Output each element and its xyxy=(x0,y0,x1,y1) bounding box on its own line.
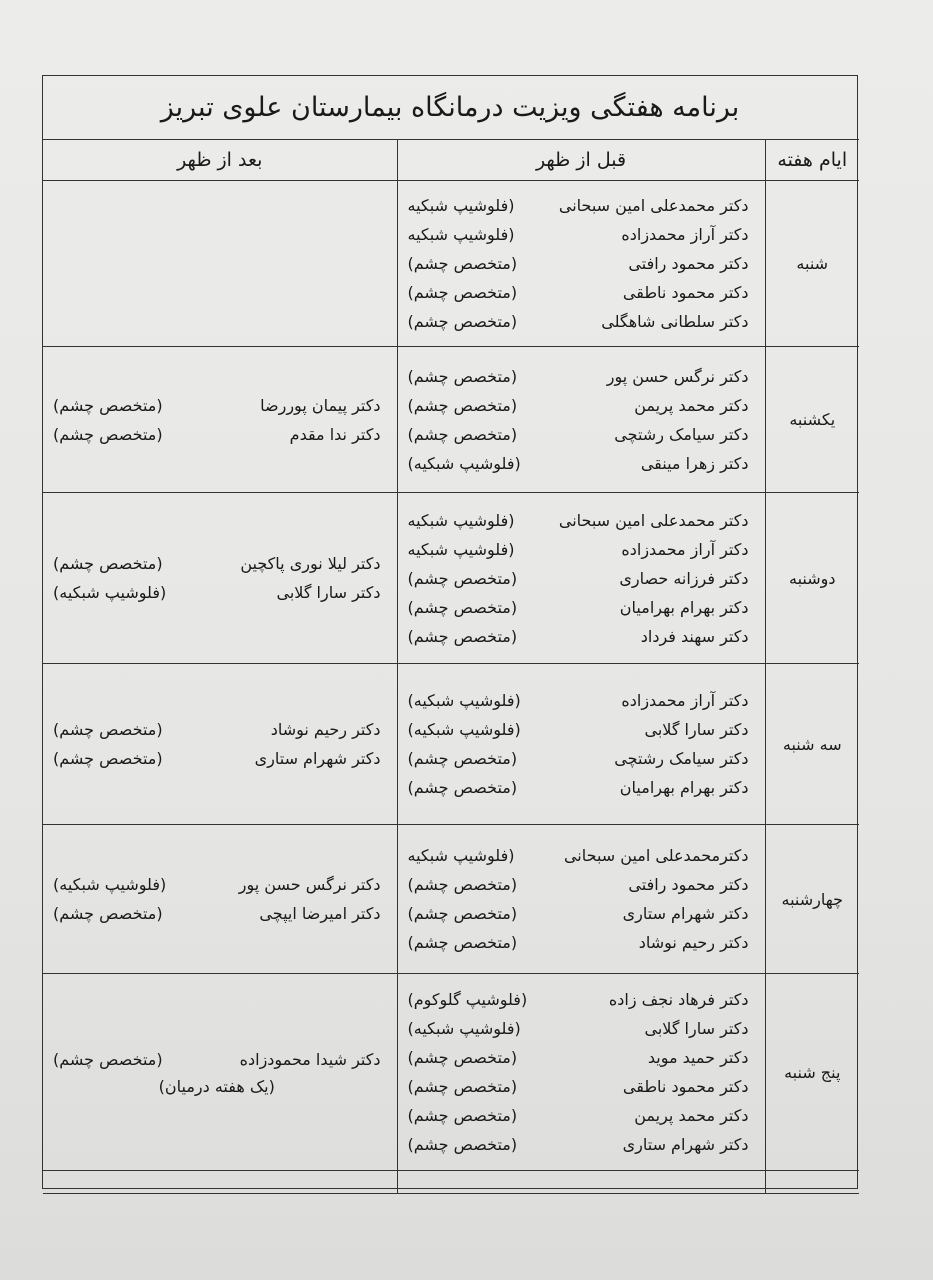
doctor-entry xyxy=(408,307,749,336)
header-row xyxy=(43,140,859,181)
doctor-entry xyxy=(408,420,749,449)
doctor-specialty: (فلوشیپ شبکیه) xyxy=(407,720,521,739)
doctor-specialty: (متخصص چشم) xyxy=(407,875,518,894)
doctor-name: دکتر شهرام ستاری xyxy=(622,904,749,923)
doctor-specialty: (فلوشیپ شبکیه xyxy=(407,539,515,559)
doctor-entry xyxy=(408,1101,749,1130)
doctor-name: دکتر آراز محمدزاده xyxy=(621,691,749,710)
morning-cell xyxy=(397,664,765,825)
doctor-entry xyxy=(408,564,749,593)
doctor-entry xyxy=(53,899,381,928)
doctor-specialty: (متخصص چشم) xyxy=(407,1048,518,1067)
doctor-entry xyxy=(408,686,749,715)
afternoon-cell xyxy=(43,664,397,825)
doctor-specialty: (فلوشیپ شبکیه xyxy=(407,225,515,244)
afternoon-cell xyxy=(43,974,397,1171)
doctor-entry xyxy=(408,535,749,564)
doctor-name: دکتر سارا گلابی xyxy=(644,720,749,739)
doctor-name: دکتر فرزانه حصاری xyxy=(619,568,749,588)
doctor-specialty: (متخصص چشم) xyxy=(53,424,163,444)
table-row xyxy=(43,347,859,493)
doctor-specialty: (متخصص چشم) xyxy=(407,395,518,415)
doctor-name: دکتر محمود رافتی xyxy=(628,254,749,273)
doctor-specialty: (متخصص چشم) xyxy=(407,933,518,952)
doctor-name: دکتر سارا گلابی xyxy=(276,583,381,602)
doctor-entry xyxy=(408,715,749,744)
doctor-specialty: (متخصص چشم) xyxy=(407,597,518,617)
doctor-name: دکتر آراز محمدزاده xyxy=(621,225,749,244)
doctor-specialty: (متخصص چشم) xyxy=(407,283,518,302)
day-cell: سه شنبه xyxy=(765,664,859,825)
doctor-entry xyxy=(408,870,749,899)
doctor-entry xyxy=(408,622,749,651)
doctor-specialty: (متخصص چشم) xyxy=(53,554,163,573)
doctor-name: دکتر بهرام بهرامیان xyxy=(619,778,749,797)
doctor-name: دکتر محمد پریمن xyxy=(634,1106,749,1125)
empty-row xyxy=(43,1171,859,1194)
doctor-name: دکتر سیامک رشتچی xyxy=(614,749,749,768)
doctor-specialty: (متخصص چشم) xyxy=(407,568,518,588)
doctor-specialty: (فلوشیپ شبکیه xyxy=(407,510,515,530)
empty-cell xyxy=(43,1171,397,1194)
page-title: برنامه هفتگی ویزیت درمانگاه بیمارستان علوی تبریز xyxy=(43,76,857,140)
doctor-name: دکتر شیدا محمودزاده xyxy=(239,1049,381,1069)
doctor-name: دکتر محمود ناطقی xyxy=(622,1077,749,1096)
doctor-name: دکتر محمود ناطقی xyxy=(622,283,749,302)
doctor-entry xyxy=(408,220,749,249)
doctor-specialty: (متخصص چشم) xyxy=(407,1135,518,1154)
doctor-entry xyxy=(408,278,749,307)
doctor-name: دکتر پیمان پوررضا xyxy=(260,395,381,415)
doctor-name: دکتر بهرام بهرامیان xyxy=(619,597,749,617)
doctor-entry xyxy=(53,420,381,449)
doctor-specialty: (متخصص چشم) xyxy=(407,312,518,331)
doctor-name: دکتر امیرضا ایپچی xyxy=(259,904,381,923)
doctor-specialty: (متخصص چشم) xyxy=(407,424,518,444)
doctor-specialty: (متخصص چشم) xyxy=(53,720,163,739)
doctor-specialty: (فلوشیپ شبکیه) xyxy=(407,1019,521,1038)
doctor-specialty: (فلوشیپ گلوکوم) xyxy=(407,990,528,1009)
doctor-name: دکتر لیلا نوری پاکچین xyxy=(240,554,381,573)
doctor-entry xyxy=(53,578,381,607)
doctor-entry xyxy=(53,391,381,420)
header-afternoon: بعد از ظهر xyxy=(43,140,397,181)
afternoon-cell xyxy=(43,825,397,974)
table-row xyxy=(43,974,859,1171)
doctor-entry xyxy=(53,715,381,744)
doctor-entry xyxy=(408,841,749,870)
header-morning: قبل از ظهر xyxy=(397,140,765,181)
doctor-specialty: (متخصص چشم) xyxy=(407,366,518,386)
empty-cell xyxy=(397,1171,765,1194)
doctor-specialty: (متخصص چشم) xyxy=(407,626,518,646)
schedule-table xyxy=(43,139,859,1194)
doctor-name: دکتر آراز محمدزاده xyxy=(621,539,749,559)
doctor-entry xyxy=(408,249,749,278)
doctor-specialty: (متخصص چشم) xyxy=(407,904,518,923)
doctor-specialty: (متخصص چشم) xyxy=(53,904,163,923)
doctor-name: دکتر شهرام ستاری xyxy=(622,1135,749,1154)
afternoon-cell xyxy=(43,347,397,493)
day-cell: شنبه xyxy=(765,181,859,347)
day-cell: یکشنبه xyxy=(765,347,859,493)
doctor-specialty: (متخصص چشم) xyxy=(53,395,163,415)
header-day: ایام هفته xyxy=(765,140,859,181)
doctor-name: دکتر حمید موید xyxy=(647,1048,749,1067)
doctor-entry xyxy=(408,593,749,622)
doctor-entry xyxy=(408,191,749,220)
doctor-name: دکتر سیامک رشتچی xyxy=(614,424,749,444)
doctor-name: دکتر زهرا مینقی xyxy=(640,453,749,473)
doctor-specialty: (فلوشیپ شبکیه xyxy=(407,846,515,865)
doctor-specialty: (فلوشیپ شبکیه) xyxy=(53,875,167,894)
doctor-name: دکتر محمد پریمن xyxy=(634,395,749,415)
doctor-entry xyxy=(53,870,381,899)
doctor-name: دکتر سهند فرداد xyxy=(640,626,749,646)
doctor-name: دکتر رحیم نوشاد xyxy=(638,933,749,952)
doctor-specialty: (فلوشیپ شبکیه) xyxy=(407,691,521,710)
doctor-entry xyxy=(408,744,749,773)
doctor-entry xyxy=(53,744,381,773)
doctor-name: دکتر نرگس حسن پور xyxy=(238,875,381,894)
doctor-entry xyxy=(408,506,749,535)
table-row xyxy=(43,493,859,664)
doctor-name: دکتر شهرام ستاری xyxy=(254,749,381,768)
doctor-specialty: (متخصص چشم) xyxy=(53,749,163,768)
doctor-entry xyxy=(53,1045,381,1074)
day-cell: پنج شنبه xyxy=(765,974,859,1171)
day-cell: دوشنبه xyxy=(765,493,859,664)
doctor-entry xyxy=(408,391,749,420)
doctor-specialty: (متخصص چشم) xyxy=(53,1049,163,1069)
alternate-week-note: (یک هفته درمیان) xyxy=(158,1076,275,1096)
doctor-name: دکتر سلطانی شاهگلی xyxy=(601,312,749,331)
doctor-specialty: (فلوشیپ شبکیه xyxy=(407,196,515,215)
morning-cell xyxy=(397,181,765,347)
doctor-entry xyxy=(53,549,381,578)
table-row xyxy=(43,825,859,974)
doctor-entry xyxy=(408,449,749,478)
doctor-entry xyxy=(408,899,749,928)
doctor-name: دکتر ندا مقدم xyxy=(289,424,381,444)
doctor-name: دکتر سارا گلابی xyxy=(644,1019,749,1038)
empty-cell xyxy=(765,1171,859,1194)
doctor-specialty: (متخصص چشم) xyxy=(407,778,518,797)
afternoon-cell xyxy=(43,181,397,347)
doctor-name: دکتر محمدعلی امین سبحانی xyxy=(558,196,749,215)
doctor-name: دکتر رحیم نوشاد xyxy=(270,720,381,739)
morning-cell xyxy=(397,493,765,664)
doctor-entry xyxy=(408,1072,749,1101)
doctor-name: دکتر نرگس حسن پور xyxy=(606,366,749,386)
doctor-entry xyxy=(408,1043,749,1072)
doctor-specialty: (متخصص چشم) xyxy=(407,1106,518,1125)
doctor-specialty: (متخصص چشم) xyxy=(407,749,518,768)
doctor-specialty: (متخصص چشم) xyxy=(407,254,518,273)
doctor-entry xyxy=(408,773,749,802)
doctor-entry xyxy=(408,985,749,1014)
doctor-specialty: (فلوشیپ شبکیه) xyxy=(407,453,521,473)
table-row xyxy=(43,181,859,347)
doctor-name: دکتر محمدعلی امین سبحانی xyxy=(558,510,749,530)
table-row xyxy=(43,664,859,825)
doctor-entry xyxy=(408,928,749,957)
doctor-entry xyxy=(408,1014,749,1043)
morning-cell xyxy=(397,974,765,1171)
doctor-entry xyxy=(408,362,749,391)
doctor-name: دکتر محمود رافتی xyxy=(628,875,749,894)
day-cell: چهارشنبه xyxy=(765,825,859,974)
morning-cell xyxy=(397,347,765,493)
schedule-frame xyxy=(42,75,858,1189)
doctor-entry xyxy=(408,1130,749,1159)
morning-cell xyxy=(397,825,765,974)
doctor-name: دکترمحمدعلی امین سبحانی xyxy=(563,846,749,865)
doctor-specialty: (متخصص چشم) xyxy=(407,1077,518,1096)
doctor-name: دکتر فرهاد نجف زاده xyxy=(608,990,749,1009)
afternoon-cell xyxy=(43,493,397,664)
doctor-specialty: (فلوشیپ شبکیه) xyxy=(53,583,167,602)
